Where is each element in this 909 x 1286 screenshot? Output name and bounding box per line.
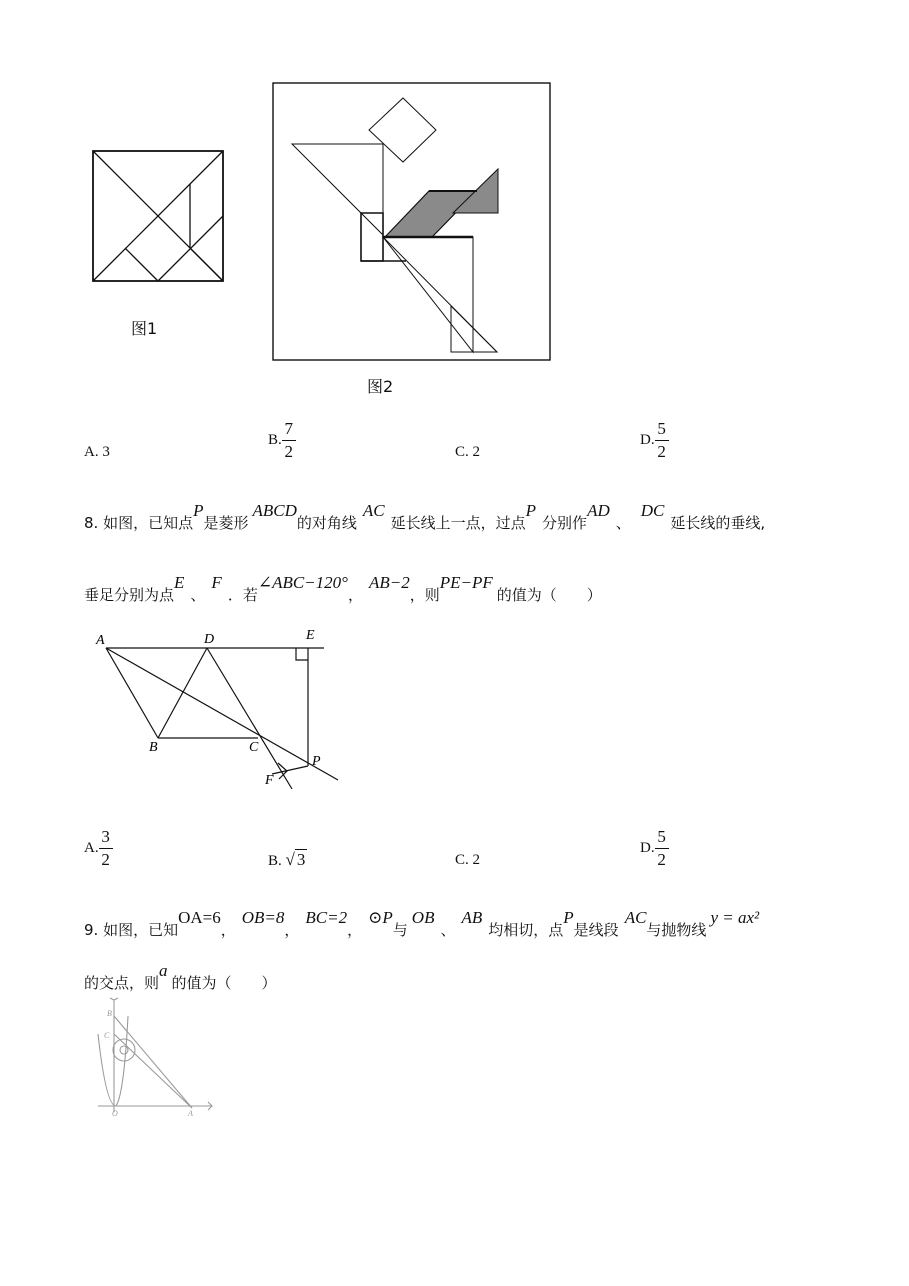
svg-text:B: B — [107, 1009, 112, 1018]
figure-2-caption: 图2 — [367, 377, 394, 396]
option-value: 3 — [102, 444, 110, 460]
option-letter: A. — [84, 444, 103, 460]
label-b: B — [149, 740, 158, 755]
option-value: 2 — [472, 852, 481, 868]
sqrt-value: √ 3 — [285, 850, 306, 869]
q9-parabola-figure — [88, 994, 218, 1118]
q8-rhombus-figure — [92, 622, 344, 792]
option-letter: A. — [84, 840, 99, 856]
option-letter: B. — [268, 853, 286, 869]
q8-option-b[interactable] — [268, 850, 307, 870]
svg-text:C: C — [104, 1031, 110, 1040]
q9-line-2: 的交点，则a的值为（ ） — [84, 961, 277, 992]
label-c: C — [249, 740, 259, 755]
label-a: A — [96, 633, 105, 648]
label-d: D — [204, 632, 215, 647]
option-letter: B. — [268, 432, 282, 448]
fraction: $\frac{5}{2}$ — [655, 420, 669, 461]
q7-option-a[interactable] — [84, 444, 110, 461]
q9-line-1: 9. 如图，已知OA=6，OB=8，BC=2，⊙P与OB、AB均相切，点P是线段AC与抛物线y = ax² — [84, 908, 760, 939]
svg-text:A: A — [188, 1109, 193, 1118]
option-letter: D. — [640, 432, 655, 448]
option-letter: C. — [455, 444, 473, 460]
q7-option-d[interactable] — [640, 420, 669, 461]
option-letter: C. — [455, 852, 473, 868]
fraction: $\frac{7}{2}$ — [282, 420, 296, 461]
q8-line-1: 8. 如图，已知点P是菱形ABCD的对角线AC延长线上一点，过点P分别作AD、DC延长线的垂线, — [84, 501, 766, 532]
fraction: $\frac{3}{2}$ — [99, 828, 113, 869]
svg-text:O: O — [112, 1109, 118, 1118]
q8-option-d[interactable] — [640, 828, 669, 869]
q7-option-c[interactable] — [455, 444, 480, 461]
label-f: F — [265, 773, 274, 788]
figure-1-caption: 图1 — [131, 319, 158, 338]
q8-line-2: 垂足分别为点E、F．若∠ABC−120°，AB−2，则PE−PF的值为（ ） — [84, 573, 602, 604]
label-p: P — [312, 754, 321, 769]
figure-2-tangram — [272, 82, 553, 363]
option-letter: D. — [640, 840, 655, 856]
label-e: E — [306, 628, 315, 643]
figure-1-tangram — [88, 146, 228, 286]
q7-option-b[interactable] — [268, 420, 296, 461]
fraction: $\frac{5}{2}$ — [655, 828, 669, 869]
q8-option-c[interactable] — [455, 852, 480, 869]
q8-option-a[interactable] — [84, 828, 113, 869]
option-value: 2 — [472, 444, 481, 460]
